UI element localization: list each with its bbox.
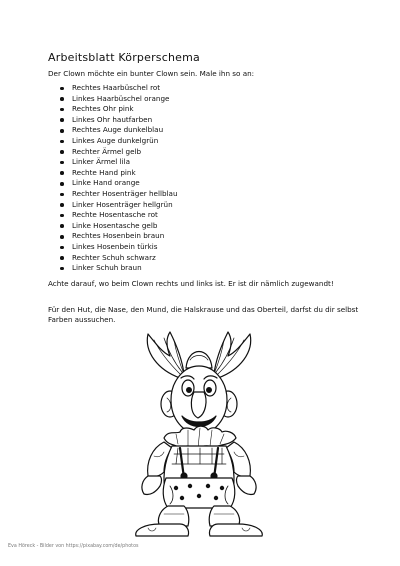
list-item: Linke Hand orange <box>58 178 178 189</box>
note-free-colors: Für den Hut, die Nase, den Mund, die Halskrause und das Oberteil, darfst du dir selbst Farben aussuchen. <box>48 305 359 325</box>
list-item: Rechter Ärmel gelb <box>58 147 178 158</box>
worksheet-title: Arbeitsblatt Körperschema <box>48 51 200 64</box>
left-shoe <box>136 524 189 536</box>
list-item: Rechte Hand pink <box>58 168 178 179</box>
list-item: Rechtes Haarbüschel rot <box>58 83 178 94</box>
list-item: Linker Ärmel lila <box>58 157 178 168</box>
note-left-right: Achte darauf, wo beim Clown rechts und links ist. Er ist dir nämlich zugewandt! <box>48 279 334 288</box>
right-shoe <box>209 524 262 536</box>
image-credit: Eva Höreck - Bilder von https://pixabay.com/de/photos <box>8 544 139 549</box>
list-item: Rechter Hosenträger hellblau <box>58 189 178 200</box>
list-item: Rechter Schuh schwarz <box>58 253 178 264</box>
list-item: Linkes Haarbüschel orange <box>58 94 178 105</box>
clown-illustration <box>118 330 280 538</box>
list-item: Rechtes Hosenbein braun <box>58 231 178 242</box>
list-item: Linke Hosentasche gelb <box>58 221 178 232</box>
list-item: Rechtes Auge dunkelblau <box>58 125 178 136</box>
left-hand <box>142 476 162 495</box>
list-item: Linkes Ohr hautfarben <box>58 115 178 126</box>
list-item: Linker Schuh braun <box>58 263 178 274</box>
list-item: Rechte Hosentasche rot <box>58 210 178 221</box>
right-trouser-leg <box>209 506 239 526</box>
intro-text: Der Clown möchte ein bunter Clown sein. Male ihn so an: <box>48 69 255 78</box>
list-item: Linkes Auge dunkelgrün <box>58 136 178 147</box>
list-item: Linkes Hosenbein türkis <box>58 242 178 253</box>
left-trouser-leg <box>158 506 188 526</box>
color-instruction-list <box>58 83 178 274</box>
left-hair-tuft <box>147 332 184 378</box>
right-hand <box>237 476 257 495</box>
list-item: Linker Hosenträger hellgrün <box>58 200 178 211</box>
list-item: Rechtes Ohr pink <box>58 104 178 115</box>
right-hair-tuft <box>214 332 251 378</box>
